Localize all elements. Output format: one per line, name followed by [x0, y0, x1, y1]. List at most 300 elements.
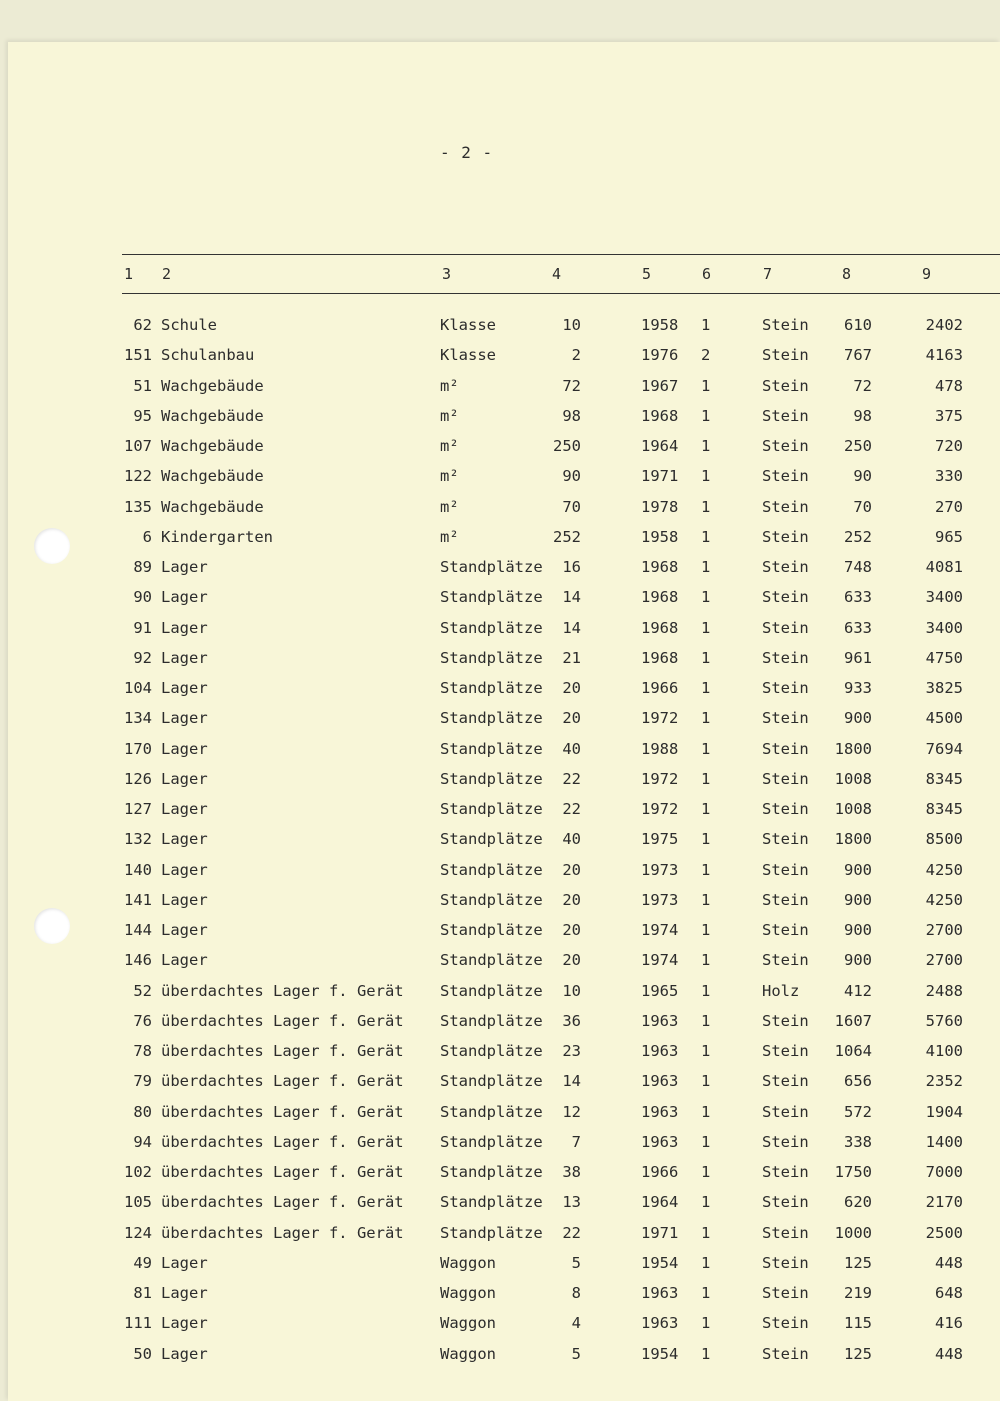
cell-value: 7694 [925, 739, 963, 758]
table-row [0, 401, 1000, 431]
cell-count: 1 [701, 800, 711, 818]
cell-building: Lager [161, 739, 208, 758]
cell-unit: Standplätze [440, 709, 543, 728]
cell-year: 1968 [641, 618, 679, 637]
cell-count: 1 [701, 437, 711, 455]
cell-value: 448 [935, 1253, 963, 1272]
cell-area: 1000 [834, 1223, 872, 1242]
cell-area: 900 [844, 860, 872, 879]
table-row [0, 703, 1000, 733]
cell-material: Stein [762, 406, 809, 425]
cell-value: 270 [935, 497, 963, 516]
cell-year: 1988 [641, 739, 679, 758]
cell-building: Lager [161, 860, 208, 879]
cell-count: 1 [701, 679, 711, 697]
cell-count: 1 [701, 1193, 711, 1212]
cell-quantity: 20 [562, 860, 581, 879]
cell-building: Lager [161, 830, 208, 849]
cell-number: 170 [124, 739, 152, 758]
cell-building: Wachgebäude [161, 467, 264, 486]
cell-unit: Standplätze [440, 921, 543, 939]
cell-count: 1 [701, 497, 711, 516]
cell-material: Stein [762, 1344, 809, 1363]
cell-count: 1 [701, 1072, 711, 1091]
cell-area: 1008 [834, 769, 872, 788]
cell-year: 1965 [641, 981, 679, 1000]
cell-quantity: 20 [562, 679, 581, 697]
cell-count: 1 [701, 709, 711, 728]
cell-building: Lager [161, 1344, 208, 1363]
table-row [0, 1187, 1000, 1217]
cell-count: 1 [701, 739, 711, 758]
cell-area: 900 [844, 921, 872, 939]
cell-count: 1 [701, 981, 711, 1000]
cell-count: 2 [701, 346, 711, 365]
cell-unit: Standplätze [440, 1072, 543, 1091]
cell-area: 1800 [834, 830, 872, 849]
cell-value: 416 [935, 1314, 963, 1333]
cell-year: 1958 [641, 316, 679, 334]
cell-quantity: 14 [562, 588, 581, 607]
cell-quantity: 36 [562, 1011, 581, 1030]
cell-number: 146 [124, 951, 152, 970]
cell-area: 610 [844, 316, 872, 334]
cell-building: Lager [161, 921, 208, 939]
column-header-4: 4 [552, 265, 562, 283]
cell-material: Stein [762, 376, 809, 395]
cell-value: 3400 [925, 618, 963, 637]
cell-quantity: 20 [562, 709, 581, 728]
cell-unit: Standplätze [440, 618, 543, 637]
table-row [0, 1278, 1000, 1308]
cell-value: 375 [935, 406, 963, 425]
cell-building: Lager [161, 1284, 208, 1302]
cell-unit: Klasse [440, 316, 496, 334]
cell-value: 5760 [925, 1011, 963, 1030]
cell-building: Wachgebäude [161, 437, 264, 455]
cell-quantity: 40 [562, 739, 581, 758]
cell-value: 330 [935, 467, 963, 486]
cell-material: Stein [762, 497, 809, 516]
table-row [0, 1006, 1000, 1036]
cell-year: 1976 [641, 346, 679, 365]
cell-material: Stein [762, 1284, 809, 1302]
cell-building: Lager [161, 769, 208, 788]
cell-quantity: 252 [553, 527, 581, 546]
cell-quantity: 12 [562, 1102, 581, 1121]
table-row [0, 673, 1000, 703]
cell-building: überdachtes Lager f. Gerät [161, 1102, 404, 1121]
cell-unit: m² [440, 497, 459, 516]
cell-building: Lager [161, 800, 208, 818]
cell-building: überdachtes Lager f. Gerät [161, 1193, 404, 1212]
cell-building: überdachtes Lager f. Gerät [161, 1132, 404, 1151]
cell-value: 8500 [925, 830, 963, 849]
cell-year: 1963 [641, 1314, 679, 1333]
table-row [0, 1157, 1000, 1187]
cell-material: Stein [762, 739, 809, 758]
cell-year: 1975 [641, 830, 679, 849]
cell-number: 126 [124, 769, 152, 788]
cell-material: Stein [762, 1223, 809, 1242]
cell-quantity: 4 [571, 1314, 581, 1333]
cell-count: 1 [701, 648, 711, 667]
cell-unit: Klasse [440, 346, 496, 365]
cell-material: Stein [762, 921, 809, 939]
cell-unit: Standplätze [440, 1163, 543, 1181]
cell-area: 900 [844, 951, 872, 970]
cell-quantity: 5 [571, 1253, 581, 1272]
cell-number: 95 [133, 406, 152, 425]
table-row [0, 1097, 1000, 1127]
cell-count: 1 [701, 769, 711, 788]
table-row [0, 552, 1000, 582]
column-header-8: 8 [842, 265, 852, 283]
cell-number: 52 [133, 981, 152, 1000]
header-rule-bottom [122, 293, 1000, 294]
cell-building: Wachgebäude [161, 497, 264, 516]
cell-count: 1 [701, 1042, 711, 1060]
table-row [0, 643, 1000, 673]
cell-unit: Standplätze [440, 830, 543, 849]
cell-number: 107 [124, 437, 152, 455]
cell-quantity: 22 [562, 800, 581, 818]
cell-number: 92 [133, 648, 152, 667]
cell-material: Stein [762, 316, 809, 334]
cell-material: Stein [762, 1163, 809, 1181]
cell-building: Lager [161, 951, 208, 970]
cell-material: Stein [762, 588, 809, 607]
cell-year: 1973 [641, 890, 679, 909]
cell-quantity: 13 [562, 1193, 581, 1212]
cell-year: 1963 [641, 1132, 679, 1151]
cell-unit: Standplätze [440, 981, 543, 1000]
cell-value: 4250 [925, 890, 963, 909]
table-row [0, 945, 1000, 975]
cell-year: 1963 [641, 1011, 679, 1030]
cell-area: 125 [844, 1344, 872, 1363]
cell-number: 134 [124, 709, 152, 728]
cell-quantity: 22 [562, 769, 581, 788]
column-header-1: 1 [124, 265, 134, 283]
cell-year: 1972 [641, 709, 679, 728]
cell-quantity: 98 [562, 406, 581, 425]
cell-building: überdachtes Lager f. Gerät [161, 1042, 404, 1060]
cell-count: 1 [701, 1253, 711, 1272]
column-header-5: 5 [642, 265, 652, 283]
cell-unit: Standplätze [440, 1193, 543, 1212]
cell-count: 1 [701, 406, 711, 425]
cell-building: Lager [161, 1314, 208, 1333]
cell-quantity: 22 [562, 1223, 581, 1242]
cell-value: 965 [935, 527, 963, 546]
cell-count: 1 [701, 467, 711, 486]
cell-material: Stein [762, 527, 809, 546]
cell-area: 90 [853, 467, 872, 486]
cell-building: Lager [161, 679, 208, 697]
cell-value: 2700 [925, 951, 963, 970]
cell-count: 1 [701, 618, 711, 637]
cell-area: 115 [844, 1314, 872, 1333]
cell-number: 135 [124, 497, 152, 516]
cell-building: Kindergarten [161, 527, 273, 546]
cell-quantity: 72 [562, 376, 581, 395]
cell-count: 1 [701, 588, 711, 607]
table-row [0, 1127, 1000, 1157]
table-row [0, 1066, 1000, 1096]
cell-building: überdachtes Lager f. Gerät [161, 1072, 404, 1091]
cell-year: 1974 [641, 951, 679, 970]
cell-quantity: 5 [571, 1344, 581, 1363]
cell-year: 1963 [641, 1284, 679, 1302]
cell-material: Stein [762, 1042, 809, 1060]
table-row [0, 824, 1000, 854]
cell-quantity: 10 [562, 981, 581, 1000]
cell-quantity: 10 [562, 316, 581, 334]
cell-area: 633 [844, 588, 872, 607]
cell-year: 1973 [641, 860, 679, 879]
cell-count: 1 [701, 1284, 711, 1302]
table-row [0, 915, 1000, 945]
cell-number: 122 [124, 467, 152, 486]
cell-building: Lager [161, 618, 208, 637]
cell-count: 1 [701, 951, 711, 970]
cell-area: 125 [844, 1253, 872, 1272]
cell-quantity: 20 [562, 890, 581, 909]
cell-count: 1 [701, 1223, 711, 1242]
cell-material: Stein [762, 618, 809, 637]
cell-material: Stein [762, 467, 809, 486]
table-row [0, 855, 1000, 885]
cell-area: 72 [853, 376, 872, 395]
cell-year: 1971 [641, 467, 679, 486]
cell-unit: Waggon [440, 1284, 496, 1302]
cell-value: 448 [935, 1344, 963, 1363]
cell-number: 76 [133, 1011, 152, 1030]
cell-area: 900 [844, 890, 872, 909]
building-table [0, 310, 1000, 1369]
cell-material: Stein [762, 1132, 809, 1151]
cell-building: Lager [161, 588, 208, 607]
table-row [0, 522, 1000, 552]
cell-count: 1 [701, 860, 711, 879]
cell-number: 51 [133, 376, 152, 395]
cell-number: 141 [124, 890, 152, 909]
cell-number: 127 [124, 800, 152, 818]
cell-value: 1904 [925, 1102, 963, 1121]
cell-building: überdachtes Lager f. Gerät [161, 981, 404, 1000]
cell-value: 2170 [925, 1193, 963, 1212]
cell-number: 80 [133, 1102, 152, 1121]
cell-year: 1972 [641, 769, 679, 788]
cell-count: 1 [701, 527, 711, 546]
cell-number: 94 [133, 1132, 152, 1151]
table-row [0, 734, 1000, 764]
cell-value: 4100 [925, 1042, 963, 1060]
cell-material: Stein [762, 1072, 809, 1091]
table-row [0, 310, 1000, 340]
cell-value: 4081 [925, 558, 963, 576]
cell-unit: m² [440, 406, 459, 425]
cell-quantity: 90 [562, 467, 581, 486]
cell-unit: m² [440, 467, 459, 486]
column-header-2: 2 [162, 265, 172, 283]
cell-year: 1966 [641, 1163, 679, 1181]
cell-number: 104 [124, 679, 152, 697]
cell-building: Wachgebäude [161, 376, 264, 395]
cell-value: 4163 [925, 346, 963, 365]
cell-count: 1 [701, 1163, 711, 1181]
cell-count: 1 [701, 376, 711, 395]
cell-year: 1954 [641, 1344, 679, 1363]
cell-material: Stein [762, 800, 809, 818]
cell-unit: m² [440, 437, 459, 455]
cell-value: 7000 [925, 1163, 963, 1181]
cell-year: 1966 [641, 679, 679, 697]
cell-number: 79 [133, 1072, 152, 1091]
cell-material: Stein [762, 709, 809, 728]
cell-material: Stein [762, 437, 809, 455]
table-row [0, 613, 1000, 643]
cell-unit: m² [440, 376, 459, 395]
cell-year: 1963 [641, 1072, 679, 1091]
cell-year: 1964 [641, 1193, 679, 1212]
cell-material: Holz [762, 981, 800, 1000]
cell-quantity: 40 [562, 830, 581, 849]
cell-unit: Standplätze [440, 860, 543, 879]
cell-value: 2402 [925, 316, 963, 334]
cell-count: 1 [701, 1132, 711, 1151]
cell-material: Stein [762, 558, 809, 576]
cell-unit: Standplätze [440, 1223, 543, 1242]
cell-quantity: 20 [562, 951, 581, 970]
cell-value: 648 [935, 1284, 963, 1302]
cell-quantity: 16 [562, 558, 581, 576]
cell-year: 1971 [641, 1223, 679, 1242]
cell-number: 144 [124, 921, 152, 939]
cell-building: Lager [161, 558, 208, 576]
cell-value: 4750 [925, 648, 963, 667]
cell-area: 98 [853, 406, 872, 425]
table-row [0, 794, 1000, 824]
table-row [0, 1036, 1000, 1066]
cell-material: Stein [762, 346, 809, 365]
cell-quantity: 14 [562, 1072, 581, 1091]
table-row [0, 582, 1000, 612]
cell-number: 78 [133, 1042, 152, 1060]
cell-number: 124 [124, 1223, 152, 1242]
cell-number: 111 [124, 1314, 152, 1333]
cell-unit: Standplätze [440, 800, 543, 818]
cell-count: 1 [701, 1102, 711, 1121]
cell-year: 1968 [641, 558, 679, 576]
cell-area: 656 [844, 1072, 872, 1091]
cell-quantity: 8 [571, 1284, 581, 1302]
cell-number: 132 [124, 830, 152, 849]
cell-number: 140 [124, 860, 152, 879]
cell-number: 89 [133, 558, 152, 576]
cell-building: überdachtes Lager f. Gerät [161, 1011, 404, 1030]
column-header-7: 7 [763, 265, 773, 283]
cell-material: Stein [762, 679, 809, 697]
cell-count: 1 [701, 1314, 711, 1333]
cell-number: 50 [133, 1344, 152, 1363]
header-rule-top [122, 254, 1000, 255]
cell-year: 1954 [641, 1253, 679, 1272]
cell-value: 2500 [925, 1223, 963, 1242]
cell-unit: Waggon [440, 1314, 496, 1333]
column-header-3: 3 [442, 265, 452, 283]
cell-value: 720 [935, 437, 963, 455]
cell-material: Stein [762, 1193, 809, 1212]
table-row [0, 492, 1000, 522]
cell-material: Stein [762, 1011, 809, 1030]
cell-year: 1972 [641, 800, 679, 818]
cell-quantity: 70 [562, 497, 581, 516]
cell-year: 1978 [641, 497, 679, 516]
cell-unit: Waggon [440, 1344, 496, 1363]
table-row [0, 1248, 1000, 1278]
cell-area: 933 [844, 679, 872, 697]
cell-quantity: 250 [553, 437, 581, 455]
cell-building: Lager [161, 648, 208, 667]
column-header-9: 9 [922, 265, 932, 283]
cell-number: 81 [133, 1284, 152, 1302]
table-row [0, 431, 1000, 461]
cell-area: 633 [844, 618, 872, 637]
cell-value: 1400 [925, 1132, 963, 1151]
cell-count: 1 [701, 316, 711, 334]
cell-building: Wachgebäude [161, 406, 264, 425]
cell-value: 4500 [925, 709, 963, 728]
cell-number: 6 [142, 527, 152, 546]
cell-count: 1 [701, 558, 711, 576]
cell-value: 2700 [925, 921, 963, 939]
cell-building: Lager [161, 890, 208, 909]
cell-count: 1 [701, 890, 711, 909]
table-row [0, 976, 1000, 1006]
cell-value: 2352 [925, 1072, 963, 1091]
cell-unit: Standplätze [440, 1011, 543, 1030]
cell-material: Stein [762, 860, 809, 879]
cell-quantity: 20 [562, 921, 581, 939]
cell-area: 620 [844, 1193, 872, 1212]
cell-value: 8345 [925, 769, 963, 788]
cell-area: 1008 [834, 800, 872, 818]
cell-count: 1 [701, 921, 711, 939]
cell-building: Lager [161, 709, 208, 728]
cell-material: Stein [762, 830, 809, 849]
cell-area: 1064 [834, 1042, 872, 1060]
cell-area: 250 [844, 437, 872, 455]
table-row [0, 340, 1000, 370]
cell-unit: Standplätze [440, 1132, 543, 1151]
cell-number: 90 [133, 588, 152, 607]
column-header-6: 6 [702, 265, 712, 283]
cell-material: Stein [762, 648, 809, 667]
cell-area: 252 [844, 527, 872, 546]
cell-unit: Waggon [440, 1253, 496, 1272]
page-number: - 2 - [440, 143, 494, 162]
cell-number: 151 [124, 346, 152, 365]
cell-area: 572 [844, 1102, 872, 1121]
cell-area: 900 [844, 709, 872, 728]
cell-count: 1 [701, 1344, 711, 1363]
cell-area: 70 [853, 497, 872, 516]
cell-quantity: 23 [562, 1042, 581, 1060]
cell-unit: Standplätze [440, 1102, 543, 1121]
cell-year: 1964 [641, 437, 679, 455]
